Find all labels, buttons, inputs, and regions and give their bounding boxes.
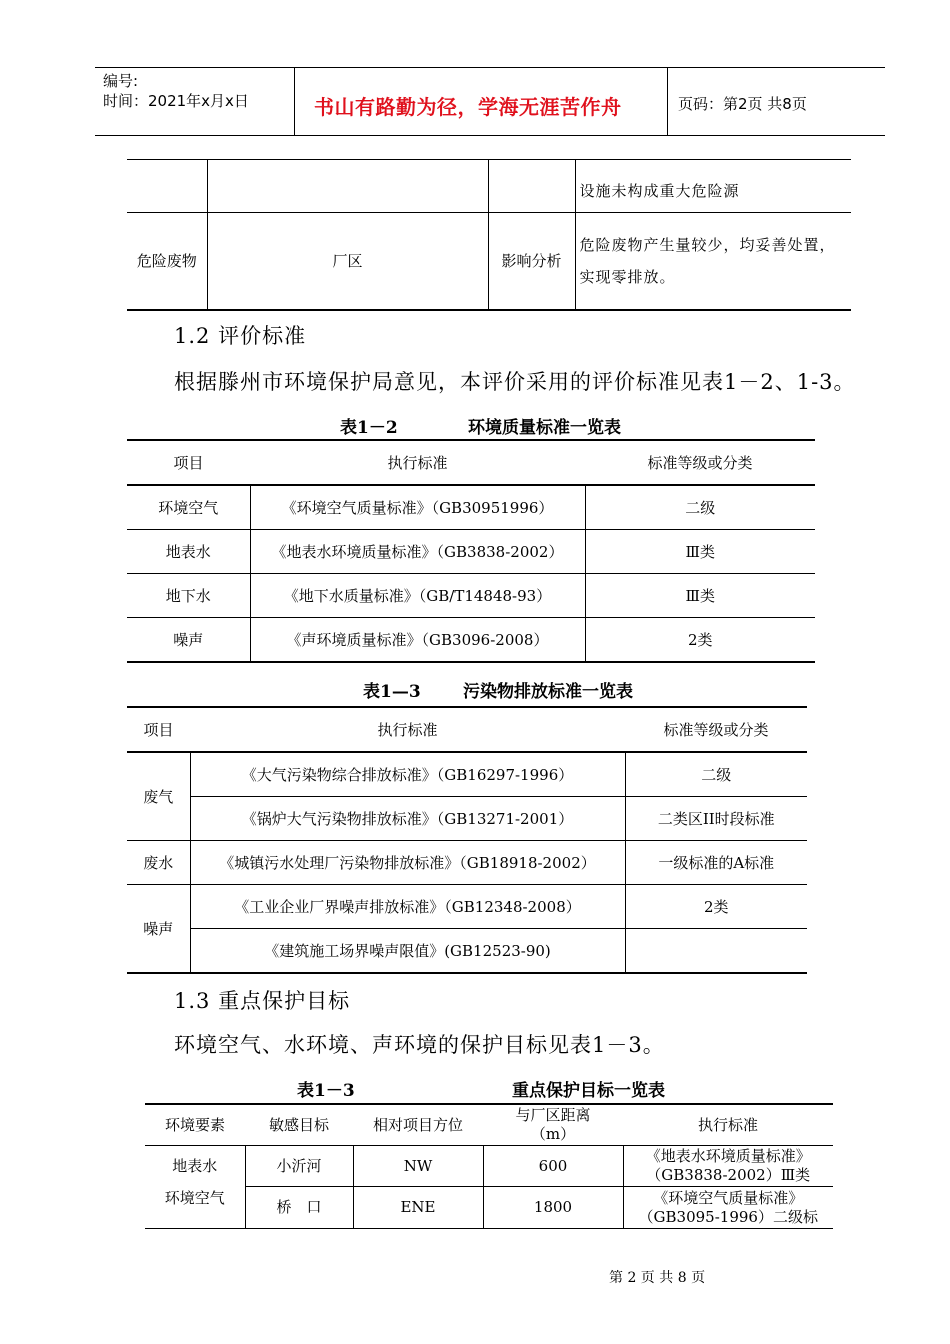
page-footer: 第 2 页 共 8 页 (609, 1270, 706, 1286)
table-cell: 600 (483, 1146, 623, 1187)
table-header-cell: 标准等级或分类 (647, 454, 753, 472)
table-row (127, 530, 815, 574)
table-cell: Ⅲ类 (585, 530, 815, 574)
table-1-3-caption-number: 表1—3 (363, 682, 421, 702)
header-top-rule (95, 67, 885, 68)
table-header-cell: 执行标准 (377, 721, 438, 739)
table-cell (625, 929, 807, 974)
header-divider-1 (294, 67, 295, 136)
table-header-row (127, 707, 807, 752)
table-cell: 小沂河 (245, 1146, 353, 1187)
table-cell: 危险废物 (127, 213, 207, 310)
protect-table-caption-number: 表1－3 (297, 1081, 355, 1101)
table-header-cell: 执行标准 (697, 1115, 758, 1134)
cell-line: 《地表水环境质量标准》 (645, 1147, 811, 1165)
table-cell: 《建筑施工场界噪声限值》(GB12523-90) (190, 929, 625, 974)
table-cell: NW (353, 1146, 483, 1187)
pollutant-discharge-table (127, 706, 807, 974)
header-page-label: 页码：第2页 共8页 (678, 95, 807, 113)
table-header-cell: 标准等级或分类 (663, 721, 769, 739)
table-cell: 环境空气 (164, 1188, 225, 1207)
table-row (127, 752, 807, 797)
table-cell: 《工业企业厂界噪声排放标准》（GB12348-2008） (190, 885, 625, 929)
table-row (127, 618, 815, 663)
table-group-cell: 废气 (127, 752, 190, 841)
table-row (127, 885, 807, 929)
table-cell: 影响分析 (488, 213, 575, 310)
table-cell: 地表水 (127, 530, 250, 574)
table-cell: 2类 (585, 618, 815, 663)
cell-line: 危险废物产生量较少，均妥善处置， (579, 235, 836, 254)
table-cell: 二类区II时段标准 (625, 797, 807, 841)
table-cell (488, 160, 575, 213)
table-cell: 二级 (585, 485, 815, 530)
table-header-cell: 环境要素 (164, 1115, 225, 1134)
table-row (127, 485, 815, 530)
table-row (127, 841, 807, 885)
cell-line: 《环境空气质量标准》 (653, 1188, 804, 1207)
cell-line: （GB3838-2002）Ⅲ类 (646, 1166, 811, 1184)
header-bottom-rule (95, 135, 885, 136)
table-cell: 二级 (625, 752, 807, 797)
table-header-cell: 相对项目方位 (372, 1115, 463, 1134)
table-cell: ENE (353, 1187, 483, 1229)
table-cell: 地表水 (145, 1146, 245, 1187)
table-cell: 《锅炉大气污染物排放标准》（GB13271-2001） (190, 797, 625, 841)
table-header-cell: 项目 (173, 454, 204, 472)
environmental-quality-table (127, 439, 815, 663)
table-group-cell: 废水 (127, 841, 190, 885)
header-line: （m） (530, 1125, 576, 1143)
continuation-table (127, 159, 851, 311)
table-cell (575, 213, 851, 310)
table-row (145, 1187, 833, 1229)
table-row (127, 160, 851, 213)
table-cell (207, 160, 488, 213)
header-motto: 书山有路勤为径，学海无涯苦作舟 (314, 95, 622, 119)
table-row (127, 929, 807, 974)
cell-line: （GB3095-1996）二级标 (638, 1207, 818, 1226)
table-header-row (127, 440, 815, 485)
table-cell: 《城镇污水处理厂污染物排放标准》（GB18918-2002） (190, 841, 625, 885)
section-heading-1-3: 1.3 重点保护目标 (174, 989, 351, 1013)
table-cell (623, 1187, 833, 1229)
table-cell: 《地表水环境质量标准》（GB3838-2002） (250, 530, 585, 574)
table-cell: 2类 (625, 885, 807, 929)
table-cell (623, 1146, 833, 1187)
cell-line: 实现零排放。 (579, 267, 676, 286)
table-row (127, 574, 815, 618)
table-cell: 厂区 (207, 213, 488, 310)
table-cell: 《环境空气质量标准》（GB30951996） (250, 485, 585, 530)
table-header-cell (483, 1104, 623, 1146)
table-1-2-caption-title: 环境质量标准一览表 (468, 418, 621, 438)
table-cell: 《地下水质量标准》（GB/T14848-93） (250, 574, 585, 618)
table-cell: Ⅲ类 (585, 574, 815, 618)
section-heading-1-2: 1.2 评价标准 (174, 324, 307, 348)
table-header-cell: 项目 (143, 721, 174, 739)
table-1-2-caption-number: 表1－2 (340, 418, 398, 438)
table-header-row (145, 1104, 833, 1146)
table-cell (127, 160, 207, 213)
table-cell: 《大气污染物综合排放标准》（GB16297-1996） (190, 752, 625, 797)
table-row (145, 1146, 833, 1187)
table-group-cell: 噪声 (127, 885, 190, 974)
table-cell: 环境空气 (127, 485, 250, 530)
table-row (127, 213, 851, 310)
protect-table-caption-title: 重点保护目标一览表 (512, 1081, 665, 1101)
table-cell: 一级标准的A标准 (625, 841, 807, 885)
table-header-cell: 敏感目标 (268, 1115, 329, 1134)
section-paragraph-1-3: 环境空气、水环境、声环境的保护目标见表1－3。 (174, 1033, 665, 1057)
table-1-3-caption-title: 污染物排放标准一览表 (463, 682, 633, 702)
header-divider-2 (667, 67, 668, 136)
table-row (127, 797, 807, 841)
table-cell: 《声环境质量标准》（GB3096-2008） (250, 618, 585, 663)
section-paragraph-1-2: 根据滕州市环境保护局意见，本评价采用的评价标准见表1－2、1-3。 (174, 370, 856, 394)
header-time-label: 时间：2021年x月x日 (103, 92, 249, 110)
header-code-label: 编号: (103, 72, 139, 90)
table-cell: 地下水 (127, 574, 250, 618)
table-cell: 桥 口 (245, 1187, 353, 1229)
table-cell: 1800 (483, 1187, 623, 1229)
table-cell: 噪声 (127, 618, 250, 663)
table-header-cell: 执行标准 (387, 454, 448, 472)
header-line: 与厂区距离 (515, 1106, 591, 1124)
protection-target-table (145, 1103, 833, 1229)
table-cell: 设施未构成重大危险源 (575, 160, 851, 213)
